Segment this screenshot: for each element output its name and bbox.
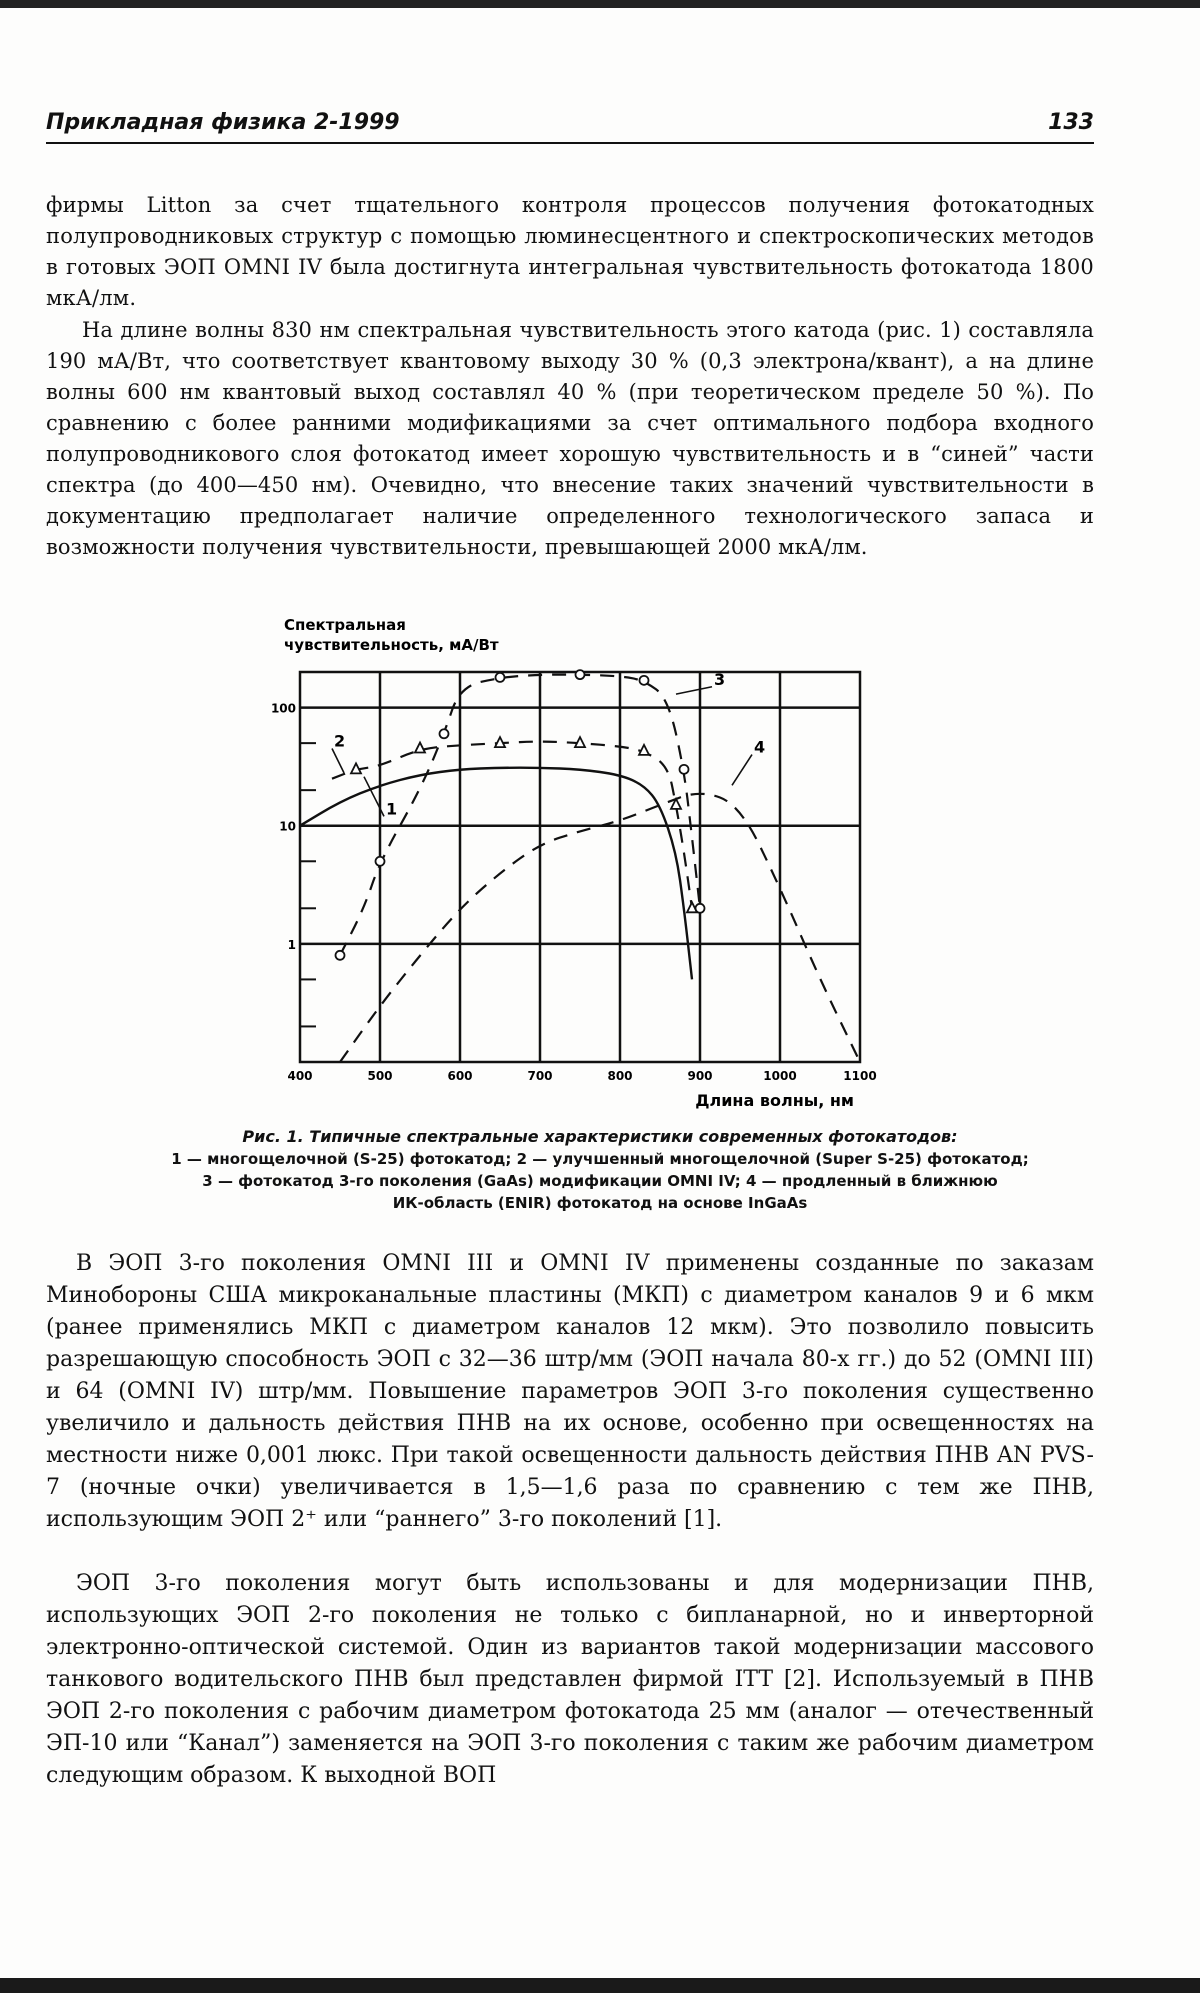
y-tick-label: 100 [270, 701, 296, 716]
caption-line-2: 3 — фотокатод 3-го поколения (GaAs) модификации OMNI IV; 4 — продленный в ближнюю [202, 1172, 998, 1190]
series-marker-circle [336, 951, 345, 960]
x-tick-label: 400 [287, 1069, 313, 1083]
series-marker-triangle [495, 737, 505, 747]
series-marker-circle [576, 670, 585, 679]
paragraph-3: В ЭОП 3-го поколения OMNI III и OMNI IV применены созданные по заказам Минобороны США микроканальные пластины (МКП) с диаметром каналов 9 и 6 мкм (ранее применялись МКП с диаметром каналов 12 мкм). Это позволило повысить разрешающую способность ЭОП с 32—36 штр/мм (ЭОП начала 80-х гг.) до 52 (OMNI III) и 64 (OMNI IV) штр/мм. Повышение параметров ЭОП 3-го поколения существенно увеличило и дальность действия ПНВ на их основе, особенно при освещенностях на местности ниже 0,001 люкс. При такой освещенности дальность действия ПНВ AN PVS-7 (ночные очки) увеличивается в 1,5—1,6 раза по сравнению с тем же ПНВ, использующим ЭОП 2⁺ или “раннего” 3-го поколений [1]. [46, 1251, 1094, 1532]
x-tick-label: 1000 [763, 1069, 797, 1083]
paragraph-4: ЭОП 3-го поколения могут быть использованы и для модернизации ПНВ, использующих ЭОП 2-го поколения не только с бипланарной, но и инверторной электронно-оптической системой. Один из вариантов такой модернизации массового танкового водительского ПНВ был представлен фирмой ITT [2]. Используемый в ПНВ ЭОП 2-го поколения с рабочим диаметром фотокатода 25 мм (аналог — отечественный ЭП-10 или “Канал”) заменяется на ЭОП 3-го поколения с таким же рабочим диаметром следующим образом. К выходной ВОП [46, 1571, 1094, 1788]
paragraph-1: фирмы Litton за счет тщательного контроля процессов получения фотокатодных полупроводниковых структур с помощью люминесцентного и спектроскопических методов в готовых ЭОП OMNI IV была достигнута интегральная чувствительность фотокатода 1800 мкА/лм. [46, 193, 1094, 310]
series-marker-circle [496, 673, 505, 682]
x-tick-label: 800 [607, 1069, 633, 1083]
page-header [46, 106, 1094, 144]
series-marker-circle [680, 765, 689, 774]
scan-bottom-edge [0, 1978, 1200, 1993]
curve-label-2: 2 [334, 731, 346, 751]
series-marker-triangle [415, 743, 425, 753]
curve-label-leader [332, 749, 344, 773]
x-tick-label: 500 [367, 1069, 393, 1083]
x-tick-label: 600 [447, 1069, 473, 1083]
caption-line-1: 1 — многощелочной (S-25) фотокатод; 2 — улучшенный многощелочной (Super S-25) фотокатод; [171, 1150, 1029, 1168]
caption-line-3: ИК-область (ENIR) фотокатод на основе InGaAs [392, 1194, 808, 1212]
series-marker-circle [696, 904, 705, 913]
curve-label-leader [676, 687, 712, 694]
series-line-1 [300, 768, 692, 980]
plot-frame [300, 669, 860, 1062]
chart-svg [270, 612, 900, 1112]
curve-label-3: 3 [714, 669, 726, 689]
spectral-chart [270, 612, 900, 1112]
y-tick-label: 1 [287, 937, 296, 952]
x-tick-label: 1100 [843, 1069, 877, 1083]
series-marker-circle [440, 729, 449, 738]
caption-title: Рис. 1. Типичные спектральные характеристики современных фотокатодов: [242, 1127, 958, 1146]
series-line-4 [340, 794, 860, 1062]
figure-caption [60, 1126, 1140, 1214]
scan-top-edge [0, 0, 1200, 8]
x-tick-label: 700 [527, 1069, 553, 1083]
x-axis-label: Длина волны, нм [695, 1091, 854, 1110]
y-axis-label-line1: Спектральная [284, 616, 406, 634]
series-marker-triangle [575, 737, 585, 747]
curve-label-4: 4 [754, 737, 766, 757]
paragraph-2: На длине волны 830 нм спектральная чувствительность этого катода (рис. 1) составляла 190 мА/Вт, что соответствует квантовому выходу 30 % (0,3 электрона/квант), а на длине волны 600 нм квантовый выход составлял 40 % (при теоретическом пределе 50 %). По сравнению с более ранними модификациями за счет оптимального подбора входного полупроводникового слоя фотокатод имеет хорошую чувствительность и в “синей” части спектра (до 400—450 нм). Очевидно, что внесение таких значений чувствительности в документацию предполагает наличие определенного технологического запаса и возможности получения чувствительности, превышающей 2000 мкА/лм. [46, 318, 1094, 559]
series-marker-triangle [351, 763, 361, 773]
series-marker-circle [376, 857, 385, 866]
journal-title: Прикладная физика 2-1999 [46, 110, 400, 135]
curve-label-leader [732, 755, 752, 786]
curve-label-1: 1 [386, 799, 398, 819]
y-tick-label: 10 [279, 819, 296, 834]
page-number: 133 [1048, 110, 1094, 135]
series-marker-circle [640, 676, 649, 685]
y-axis-label-line2: чувствительность, мА/Вт [284, 636, 499, 654]
series-marker-triangle [639, 745, 649, 755]
x-tick-label: 900 [687, 1069, 713, 1083]
